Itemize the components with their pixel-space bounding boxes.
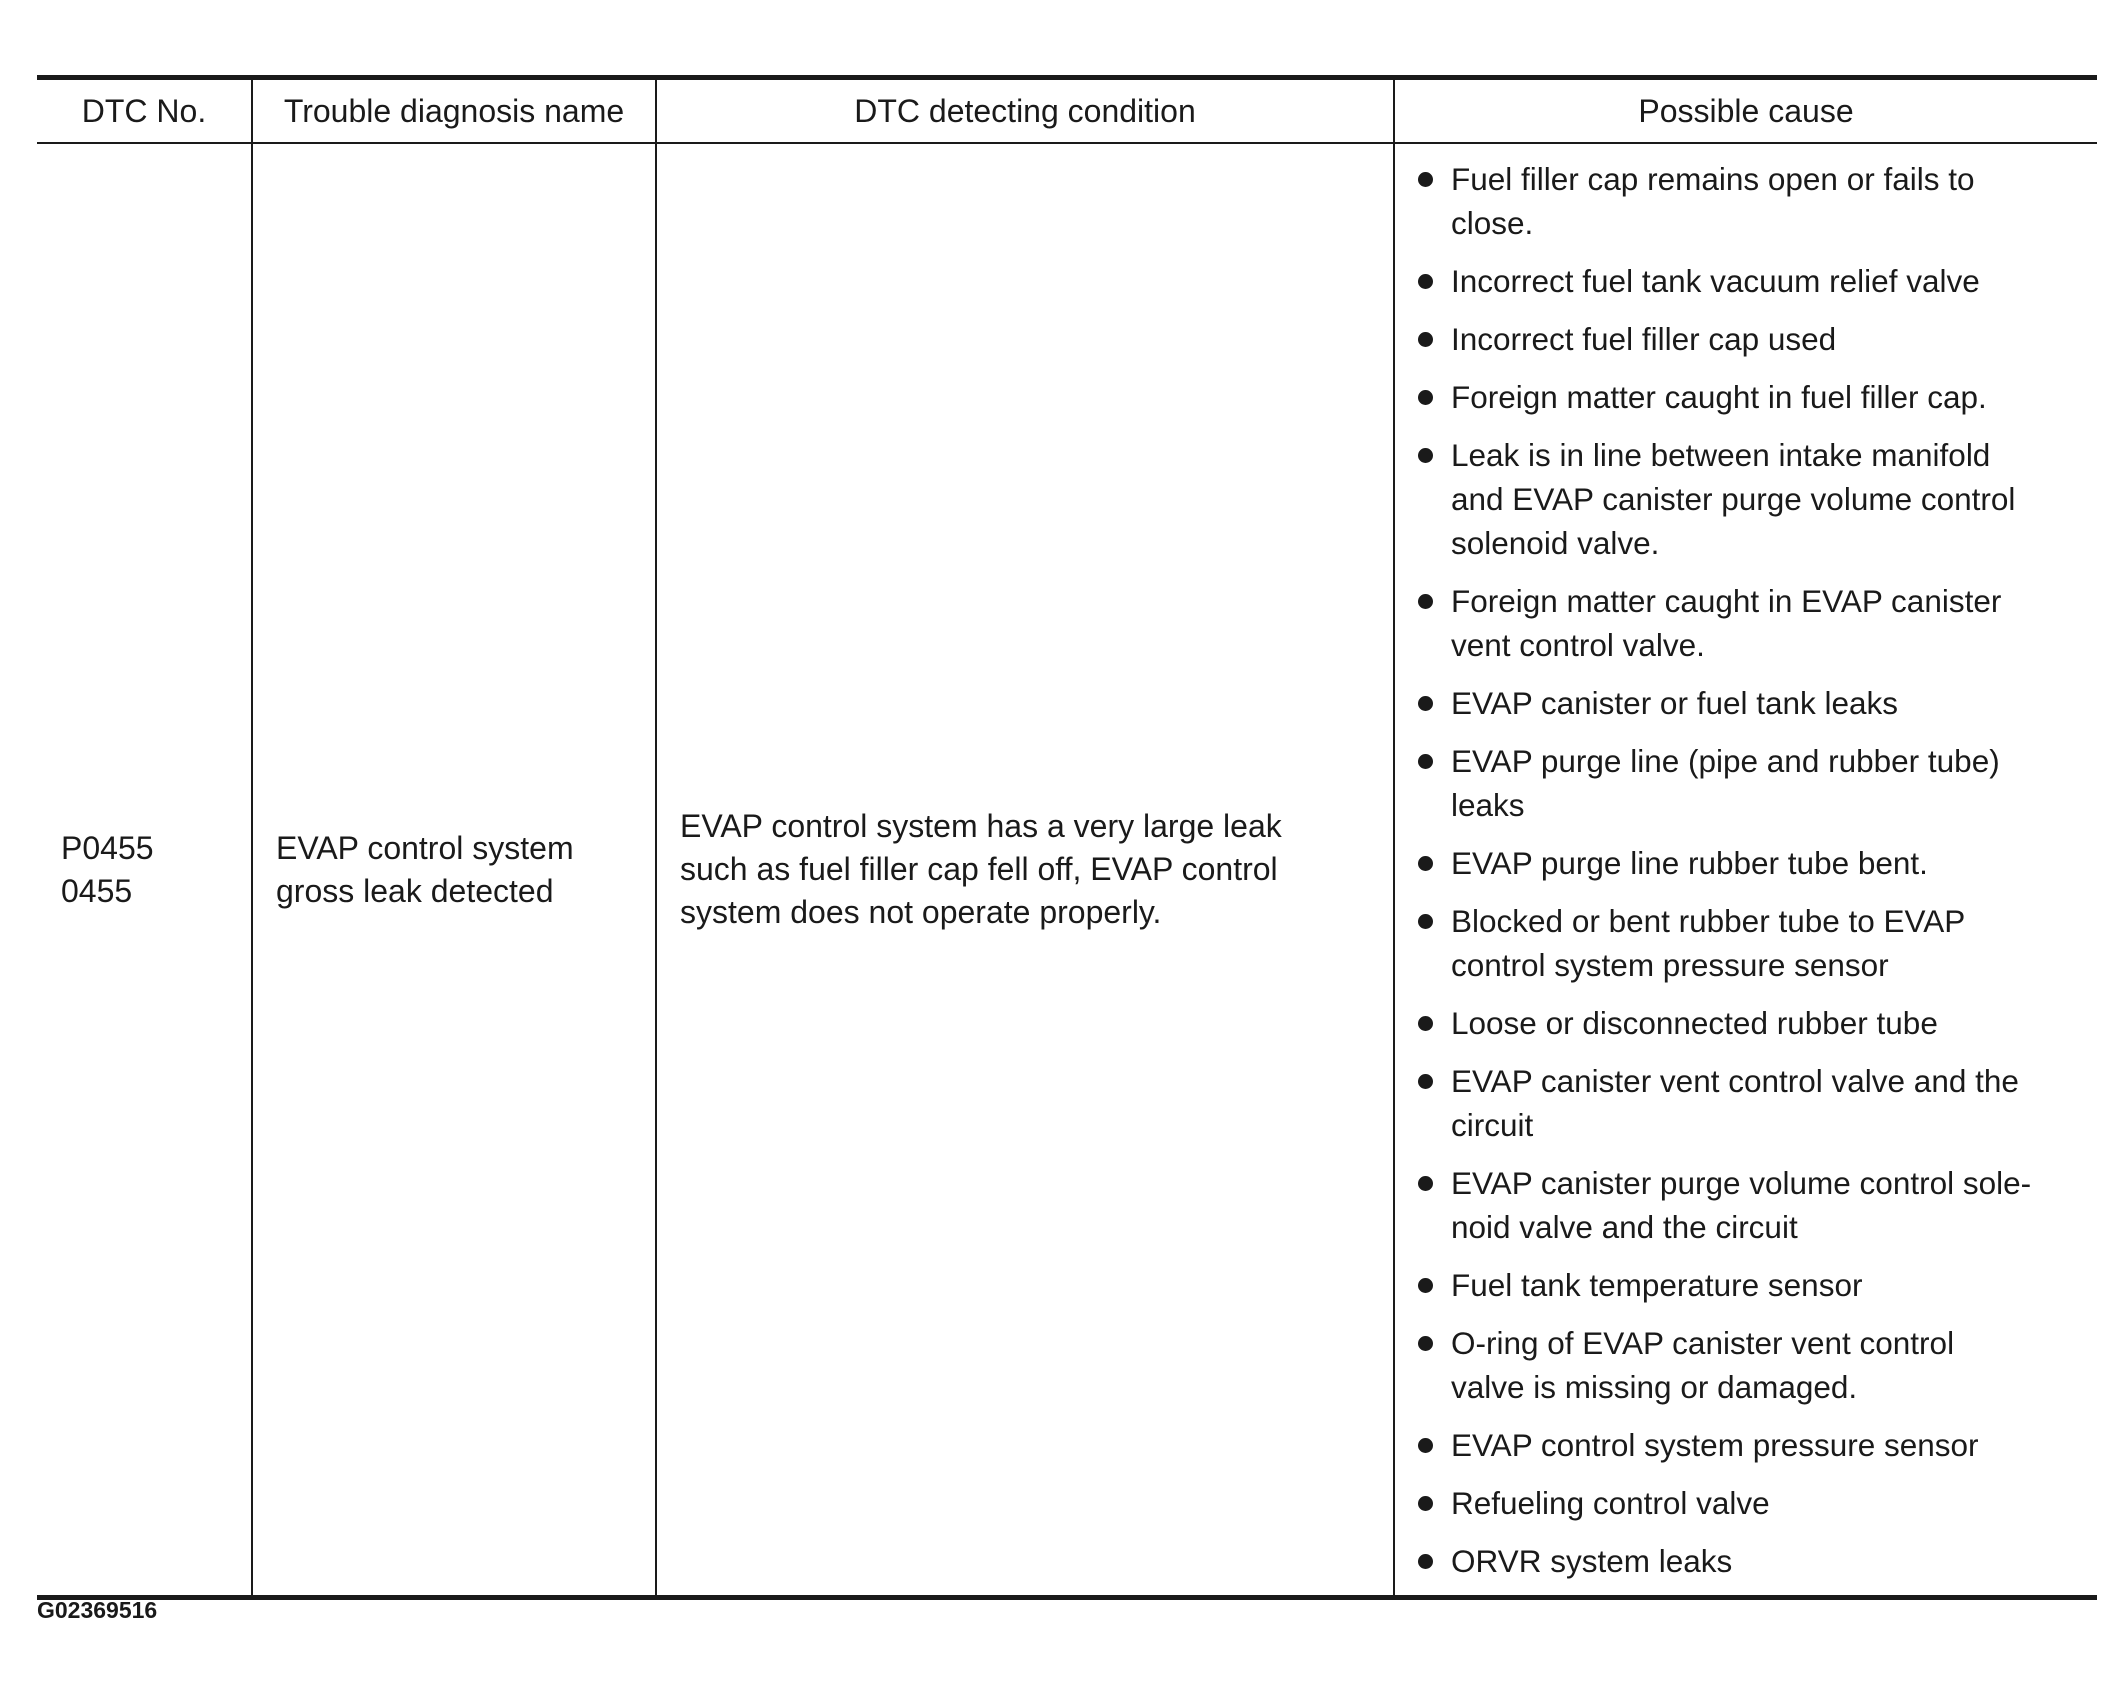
cause-text-line: close. xyxy=(1451,205,1534,241)
cause-text-line: EVAP control system pressure sensor xyxy=(1451,1427,1979,1463)
bullet-icon xyxy=(1418,390,1433,405)
bullet-icon xyxy=(1418,594,1433,609)
header-detecting-condition: DTC detecting condition xyxy=(656,78,1394,144)
bullet-icon xyxy=(1418,754,1433,769)
cause-text-line: Foreign matter caught in fuel filler cap. xyxy=(1451,379,1987,415)
cause-text-line: EVAP canister purge volume control sole- xyxy=(1451,1165,2032,1201)
header-dtc-no: DTC No. xyxy=(37,78,252,144)
cause-text-line: solenoid valve. xyxy=(1451,525,1660,561)
cause-text-line: Loose or disconnected rubber tube xyxy=(1451,1005,1938,1041)
cause-text-line: O-ring of EVAP canister vent control xyxy=(1451,1325,1955,1361)
possible-cause-list xyxy=(1395,157,2089,1583)
bullet-icon xyxy=(1418,696,1433,711)
cause-text-line: Incorrect fuel tank vacuum relief valve xyxy=(1451,263,1980,299)
cause-item xyxy=(1395,433,2089,565)
cause-text-line: valve is missing or damaged. xyxy=(1451,1369,1858,1405)
detecting-condition-cell xyxy=(656,143,1394,1598)
cause-text-line: EVAP purge line (pipe and rubber tube) xyxy=(1451,743,2000,779)
cause-item xyxy=(1395,375,2089,419)
cause-item xyxy=(1395,1423,2089,1467)
bullet-icon xyxy=(1418,172,1433,187)
bullet-icon xyxy=(1418,1496,1433,1511)
bullet-icon xyxy=(1418,1278,1433,1293)
bullet-icon xyxy=(1418,914,1433,929)
cause-item xyxy=(1395,841,2089,885)
cause-text-line: noid valve and the circuit xyxy=(1451,1209,1798,1245)
cause-text-line: Leak is in line between intake manifold xyxy=(1451,437,1991,473)
dtc-table xyxy=(37,75,2097,1600)
cause-text-line: and EVAP canister purge volume control xyxy=(1451,481,2016,517)
condition-line: system does not operate properly. xyxy=(680,894,1162,930)
table-header-row xyxy=(37,78,2097,144)
cause-text-line: Fuel tank temperature sensor xyxy=(1451,1267,1863,1303)
cause-text-line: vent control valve. xyxy=(1451,627,1705,663)
diagnosis-name-line: EVAP control system xyxy=(276,829,574,866)
figure-id: G02369516 xyxy=(37,1597,158,1623)
bullet-icon xyxy=(1418,1016,1433,1031)
cause-text-line: EVAP canister vent control valve and the xyxy=(1451,1063,2019,1099)
dtc-code: P0455 xyxy=(61,829,154,866)
cause-text-line: Foreign matter caught in EVAP canister xyxy=(1451,583,2002,619)
cause-text-line: Incorrect fuel filler cap used xyxy=(1451,321,1837,357)
cause-item xyxy=(1395,317,2089,361)
cause-text-line: control system pressure sensor xyxy=(1451,947,1889,983)
cause-text-line: EVAP purge line rubber tube bent. xyxy=(1451,845,1928,881)
cause-text-line: EVAP canister or fuel tank leaks xyxy=(1451,685,1899,721)
cause-item xyxy=(1395,1263,2089,1307)
cause-item xyxy=(1395,1539,2089,1583)
dtc-number-cell xyxy=(37,143,252,1598)
dtc-code-alt: 0455 xyxy=(61,872,133,909)
cause-item xyxy=(1395,1321,2089,1409)
cause-text-line: circuit xyxy=(1451,1107,1534,1143)
condition-line: EVAP control system has a very large leak xyxy=(680,808,1282,844)
cause-item xyxy=(1395,1481,2089,1525)
bullet-icon xyxy=(1418,856,1433,871)
cause-text-line: Fuel filler cap remains open or fails to xyxy=(1451,161,1975,197)
bullet-icon xyxy=(1418,1176,1433,1191)
cause-item xyxy=(1395,899,2089,987)
cause-item xyxy=(1395,1001,2089,1045)
bullet-icon xyxy=(1418,1336,1433,1351)
diagnosis-name-cell xyxy=(252,143,656,1598)
cause-item xyxy=(1395,579,2089,667)
cause-text-line: Refueling control valve xyxy=(1451,1485,1770,1521)
bullet-icon xyxy=(1418,1438,1433,1453)
cause-item xyxy=(1395,1161,2089,1249)
cause-item xyxy=(1395,259,2089,303)
header-possible-cause: Possible cause xyxy=(1394,78,2097,144)
diagnosis-name-line: gross leak detected xyxy=(276,872,554,909)
condition-line: such as fuel filler cap fell off, EVAP control xyxy=(680,851,1278,887)
possible-cause-cell xyxy=(1394,143,2097,1598)
bullet-icon xyxy=(1418,1074,1433,1089)
cause-item xyxy=(1395,1059,2089,1147)
cause-item xyxy=(1395,739,2089,827)
bullet-icon xyxy=(1418,332,1433,347)
bullet-icon xyxy=(1418,274,1433,289)
cause-text-line: ORVR system leaks xyxy=(1451,1543,1733,1579)
table-row xyxy=(37,143,2097,1598)
bullet-icon xyxy=(1418,448,1433,463)
cause-item xyxy=(1395,157,2089,245)
header-diagnosis-name: Trouble diagnosis name xyxy=(252,78,656,144)
cause-item xyxy=(1395,681,2089,725)
bullet-icon xyxy=(1418,1554,1433,1569)
cause-text-line: Blocked or bent rubber tube to EVAP xyxy=(1451,903,1966,939)
cause-text-line: leaks xyxy=(1451,787,1525,823)
